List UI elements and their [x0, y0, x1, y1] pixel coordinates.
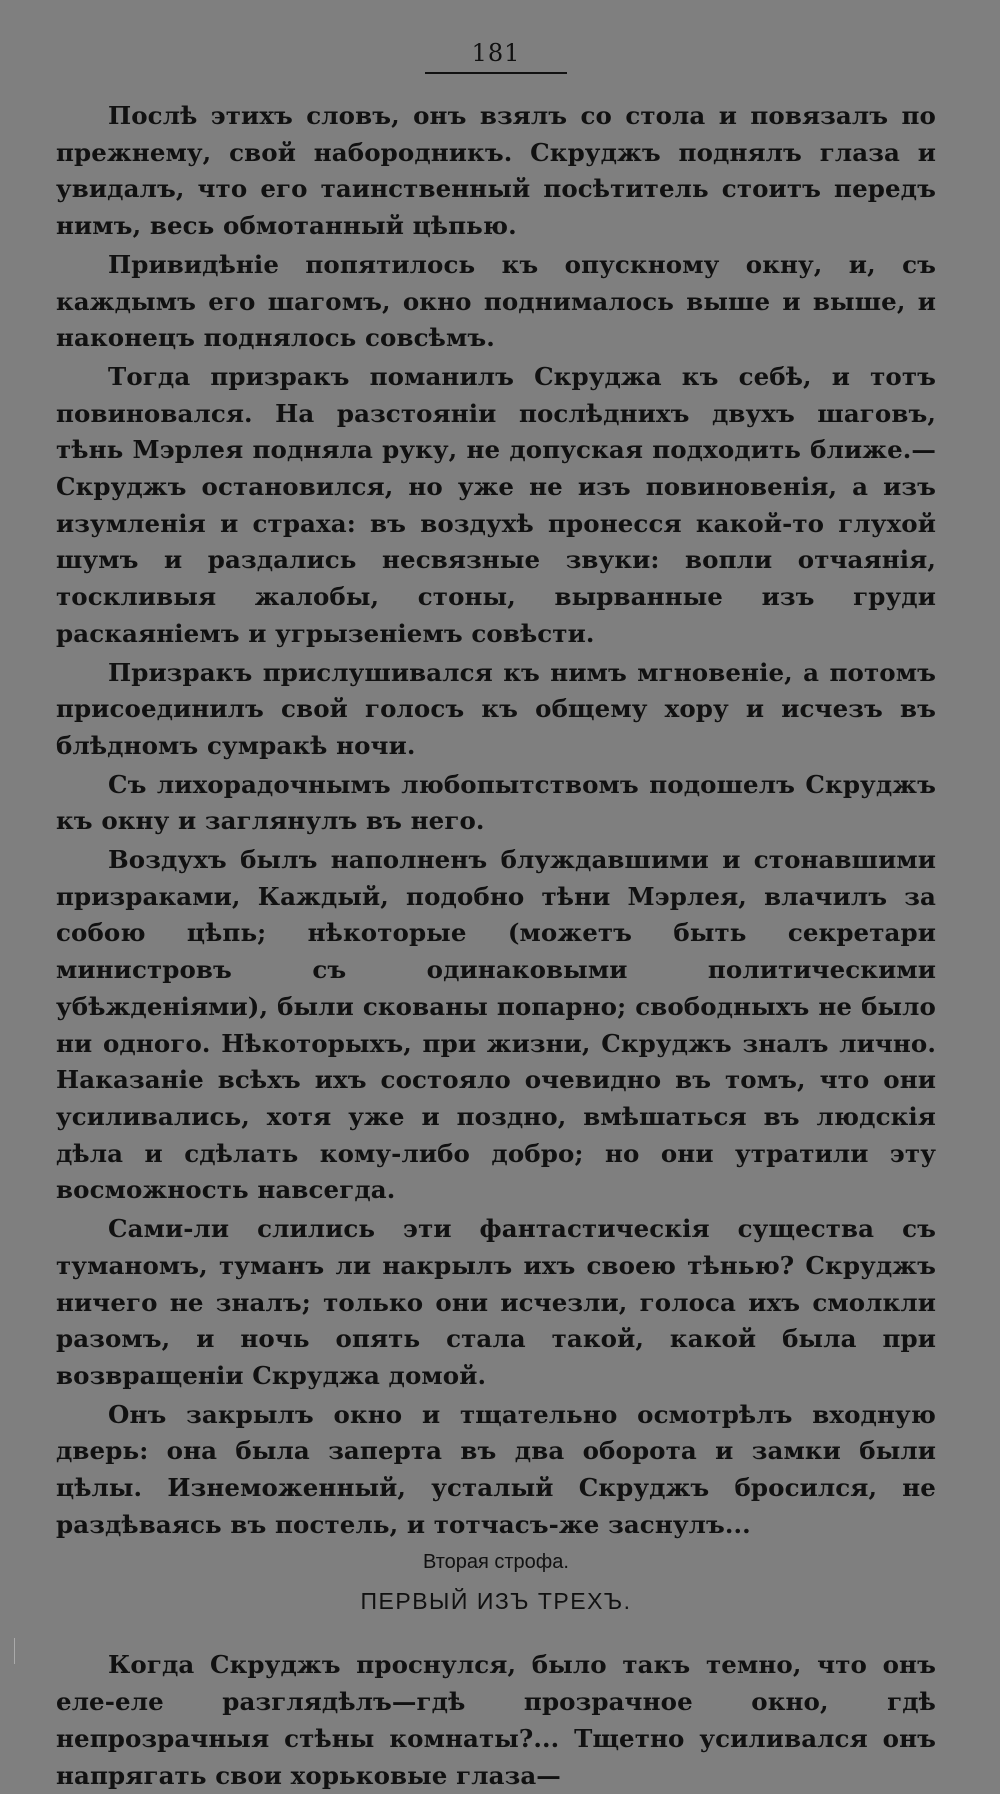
text-after-chapter [56, 1647, 936, 1794]
paragraph: Послѣ этихъ словъ, онъ взялъ со стола и повязалъ по прежнему, свой набородникъ. Скруджъ поднялъ глаза и увидалъ, что его таинственный посѣтитель стоитъ передъ нимъ, весь обмотанный цѣпью. [56, 101, 936, 241]
paragraph: Сами-ли слились эти фантастическія существа съ туманомъ, туманъ ли накрылъ ихъ своею тѣнью? Скруджъ ничего не зналъ; только они исчезли, голоса ихъ смолкли разомъ, и ночь опять стала такой, какой была при возвращеніи Скруджа домой. [56, 1214, 936, 1390]
scan-edge-mark [14, 1638, 15, 1664]
paragraph: Тогда призракъ поманилъ Скруджа къ себѣ, и тотъ повиновался. На разстояніи послѣднихъ двухъ шаговъ, тѣнь Мэрлея подняла руку, не допуская подходить ближе.—Скруджъ остановился, но уже не изъ повиновенія, а изъ изумленія и страха: въ воздухѣ пронесся какой-то глухой шумъ и раздались несвязные звуки: вопли отчаянія, тоскливыя жалобы, стоны, вырванные изъ груди раскаяніемъ и угрызеніемъ совѣсти. [56, 361, 936, 648]
book-page [56, 38, 936, 1794]
text-before-chapter [56, 98, 936, 1543]
paragraph: Призракъ прислушивался къ нимъ мгновеніе, а потомъ присоединилъ свой голосъ къ общему хору и исчезъ въ блѣдномъ сумракѣ ночи. [56, 657, 936, 760]
paragraph: Привидѣніе попятилось къ опускному окну, и, съ каждымъ его шагомъ, окно поднималось выше и выше, и наконецъ поднялось совсѣмъ. [56, 249, 936, 353]
paragraph: Съ лихорадочнымъ любопытствомъ подошелъ Скруджъ къ окну и заглянулъ въ него. [56, 769, 936, 836]
chapter-heading [56, 1547, 936, 1619]
page-number: 181 [471, 39, 521, 67]
page-number-rule [425, 72, 567, 74]
paragraph: Воздухъ былъ наполненъ блуждавшими и стонавшими призраками, Каждый, подобно тѣни Мэрлея, влачилъ за собою цѣпь; нѣкоторые (можетъ быть секретари министровъ съ одинаковыми политическими убѣжденіями), были скованы попарно; свободныхъ не было ни одного. Нѣкоторыхъ, при жизни, Скруджъ зналъ лично. Наказаніе всѣхъ ихъ состояло очевидно въ томъ, что они усиливались, хотя уже и поздно, вмѣшаться въ людскія дѣла и сдѣлать кому-либо добро; но они утратили эту восможность навсегда. [56, 845, 936, 1205]
chapter-subtitle: Вторая строфа. [423, 1551, 569, 1574]
paragraph: Когда Скруджъ проснулся, было такъ темно, что онъ еле-еле разглядѣлъ—гдѣ прозрачное окно, гдѣ непрозрачныя стѣны комнаты?... Тщетно усиливался онъ напрягать свои хорьковые глаза— [56, 1650, 936, 1790]
chapter-title: ПЕРВЫЙ ИЗЪ ТРЕХЪ. [360, 1588, 632, 1615]
paragraph: Онъ закрылъ окно и тщательно осмотрѣлъ входную дверь: она была заперта въ два оборота и замки были цѣлы. Изнеможенный, усталый Скруджъ бросился, не раздѣваясь въ постель, и тотчасъ-же заснулъ... [56, 1399, 936, 1539]
